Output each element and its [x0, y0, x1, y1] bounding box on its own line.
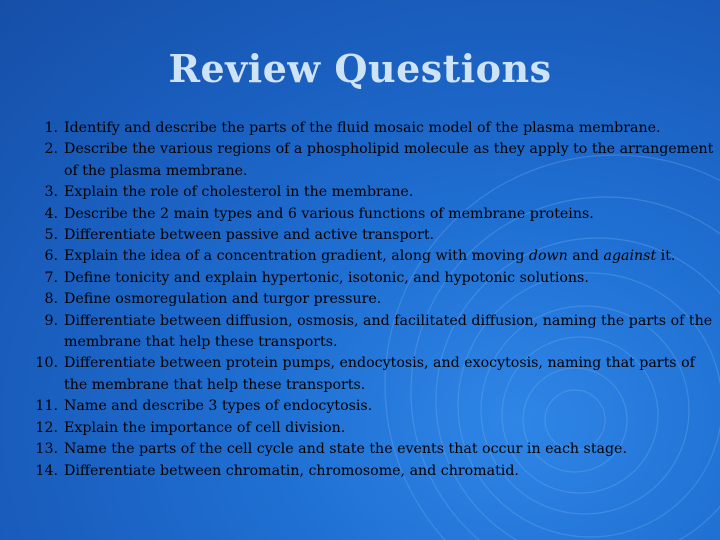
list-item: 11. Name and describe 3 types of endocytosis. [35, 398, 373, 415]
review-question-list [6, 118, 714, 482]
slide-title: Review Questions [168, 46, 552, 91]
list-item: 6. Explain the idea of a concentration gradient, along with moving down and against it. [44, 248, 676, 265]
list-item: 9. Differentiate between diffusion, osmosis, and facilitated diffusion, naming the parts of the membrane that help these transports. [44, 312, 713, 351]
emphasis-down: down [528, 248, 568, 265]
list-item: 7. Define tonicity and explain hypertonic, isotonic, and hypotonic solutions. [44, 269, 589, 286]
list-item: 3. Explain the role of cholesterol in the membrane. [44, 184, 414, 201]
list-item: 10. Differentiate between protein pumps, endocytosis, and exocytosis, naming that parts of the membrane that help these transports. [35, 355, 695, 393]
list-item: 1. Identify and describe the parts of the fluid mosaic model of the plasma membrane. [44, 120, 661, 136]
list-item: 8. Define osmoregulation and turgor pressure. [44, 291, 382, 308]
list-item: 14. Differentiate between chromatin, chromosome, and chromatid. [35, 462, 519, 479]
list-item: 5. Differentiate between passive and active transport. [44, 227, 435, 244]
emphasis-against: against [603, 248, 657, 265]
list-item: 12. Explain the importance of cell division. [35, 419, 346, 436]
list-item: 13. Name the parts of the cell cycle and state the events that occur in each stage. [35, 441, 627, 458]
list-item: 2. Describe the various regions of a phospholipid molecule as they apply to the arrangement of the plasma membrane. [44, 141, 714, 179]
list-item: 4. Describe the 2 main types and 6 various functions of membrane proteins. [44, 205, 594, 222]
